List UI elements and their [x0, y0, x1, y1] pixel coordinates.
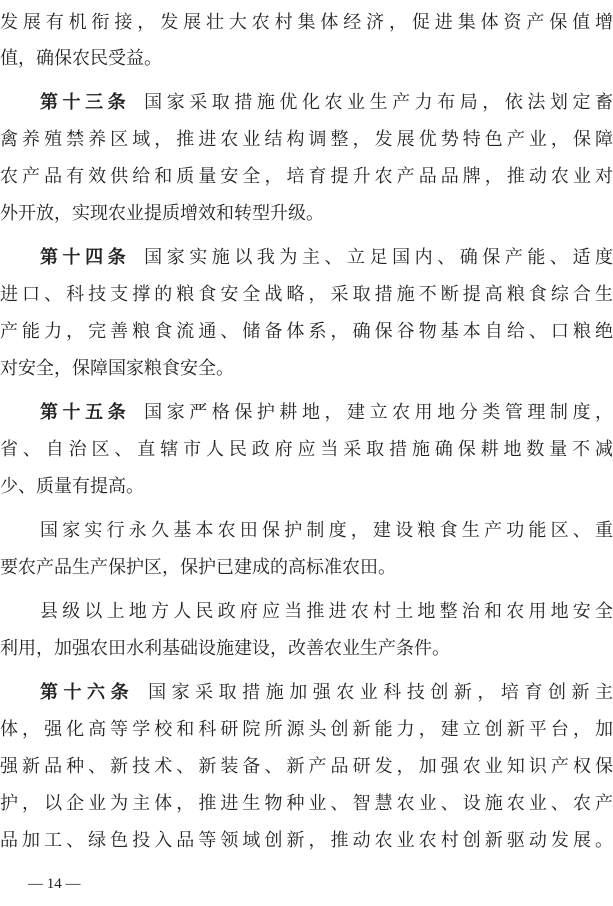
paragraph-first-line: 国家实行永久基本农田保护制度，建设粮食生产功能区、重 [40, 520, 613, 541]
paragraph-first-line: 县级以上地方人民政府应当推进农村土地整治和农用地安全 [40, 601, 613, 622]
article-13-first-line [40, 86, 613, 120]
page-number: — 14 — [28, 876, 81, 892]
paragraph-line: 进口、科技支撑的粮食安全战略，采取措施不断提高粮食综合生 [0, 284, 613, 305]
article-13-heading: 第十三条 [40, 92, 131, 113]
paragraph-line: 省、自治区、直辖市人民政府应当采取措施确保耕地数量不减 [0, 439, 613, 460]
article-16-heading: 第十六条 [40, 682, 135, 703]
article-15-heading: 第十五条 [40, 402, 131, 423]
article-13-text: 国家采取措施优化农业生产力布局，依法划定畜 [144, 92, 613, 113]
article-14-heading: 第十四条 [40, 247, 131, 268]
paragraph-line: 产能力，完善粮食流通、储备体系，确保谷物基本自给、口粮绝 [0, 321, 613, 342]
paragraph-line: 禽养殖禁养区域，推进农业结构调整，发展优势特色产业，保障 [0, 129, 613, 150]
paragraph-line: 品加工、绿色投入品等领域创新，推动农业农村创新驱动发展。 [0, 830, 613, 851]
paragraph-line: 外开放，实现农业提质增效和转型升级。 [0, 203, 324, 224]
paragraph-line: 要农产品生产保护区，保护已建成的高标准农田。 [0, 557, 396, 578]
article-14-text: 国家实施以我为主、立足国内、确保产能、适度 [144, 247, 613, 268]
paragraph-line: 发展有机衔接，发展壮大农村集体经济，促进集体资产保值增 [0, 12, 613, 33]
paragraph-line: 强新品种、新技术、新装备、新产品研发，加强农业知识产权保 [0, 756, 613, 777]
article-16-text: 国家采取措施加强农业科技创新，培育创新主 [148, 682, 613, 703]
paragraph-line: 体，强化高等学校和科研院所源头创新能力，建立创新平台，加 [0, 719, 613, 740]
article-16-first-line [40, 676, 613, 710]
article-15-first-line [40, 396, 613, 430]
paragraph-line: 利用，加强农田水利基础设施建设，改善农业生产条件。 [0, 638, 450, 659]
paragraph-line: 值，确保农民受益。 [0, 48, 162, 69]
paragraph-line: 护，以企业为主体，推进生物种业、智慧农业、设施农业、农产 [0, 793, 613, 814]
paragraph-line: 对安全，保障国家粮食安全。 [0, 358, 234, 379]
article-14-first-line [40, 241, 613, 275]
paragraph-line: 少、质量有提高。 [0, 476, 144, 497]
paragraph-line: 农产品有效供给和质量安全，培育提升农产品品牌，推动农业对 [0, 166, 613, 187]
article-15-text: 国家严格保护耕地，建立农用地分类管理制度， [144, 402, 613, 423]
